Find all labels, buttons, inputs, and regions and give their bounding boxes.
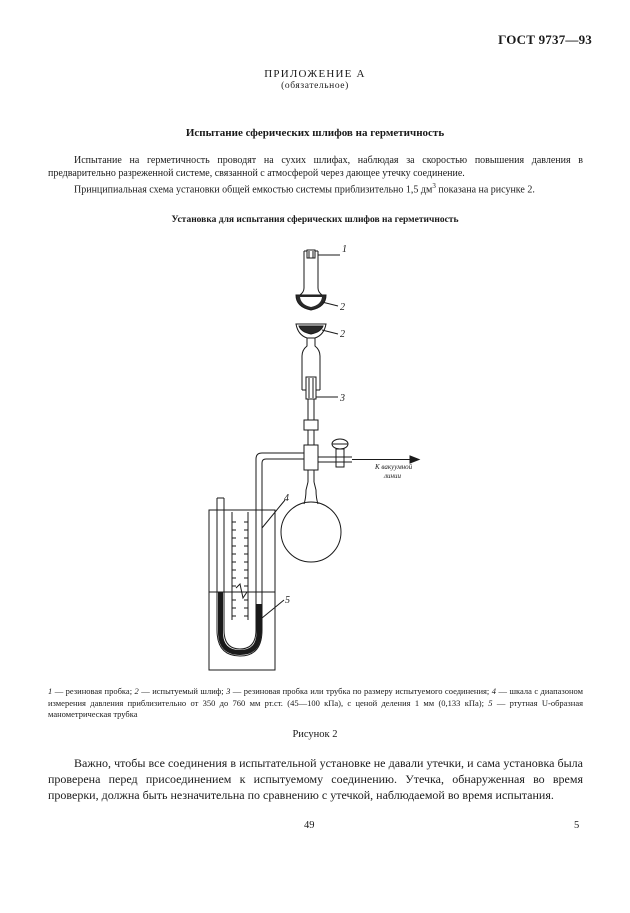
figure-legend — [48, 686, 583, 721]
section-title: Испытание сферических шлифов на герметичность — [185, 127, 445, 139]
legend-text-1: — резиновая пробка; — [52, 686, 135, 696]
vacuum-label-line1: К вакуумной — [375, 463, 413, 471]
legend-text-2: — испытуемый шлиф; — [138, 686, 227, 696]
legend-num-2: 2 — [134, 686, 139, 696]
label-4: 4 — [284, 493, 289, 504]
manometer-box — [209, 510, 275, 670]
legend-text-3: — резиновая пробка или трубка по размеру испытуемого соединения; — [230, 686, 492, 696]
paragraph-1: Испытание на герметичность проводят на сухих шлифах, наблюдая за скоростью повышения давления в предварительно разреженной системе, связанной с атмосферой через дающее утечку соединение. — [48, 155, 583, 179]
legend-num-3: 3 — [226, 686, 231, 696]
paragraph-2-text: Принципиальная схема установки общей емкостью системы приблизительно 1,5 дм — [74, 184, 433, 196]
legend-num-1: 1 — [48, 686, 53, 696]
paragraph-2-tail: показана на рисунке 2. — [435, 184, 535, 196]
vacuum-arrow — [352, 456, 419, 463]
label-3: 3 — [340, 393, 345, 404]
page-number-right: 5 — [574, 820, 580, 831]
vacuum-label-line2: линии — [384, 472, 402, 480]
leader-lines — [262, 255, 340, 618]
top-tube — [300, 250, 322, 295]
figure-title: Установка для испытания сферических шлифов на герметичность — [171, 215, 459, 225]
side-tube — [256, 453, 304, 596]
upper-ground-joint — [296, 295, 326, 310]
legend-text-5: — ртутная U-образная манометрическая трубка — [48, 697, 584, 719]
paragraph-2-superscript: 3 — [432, 182, 436, 190]
annex-subtitle: (обязательное) — [281, 81, 349, 91]
legend-num-4: 4 — [491, 686, 497, 696]
body-paragraph: Важно, чтобы все соединения в испытательной установке не давали утечки, и сама установка была проверена перед присоединением к испытуемому соединению. Утечка, обнаруженная во время проверки, должна быть незначительна по сравнению с утечкой, наблюдаемой во время испытания. — [48, 756, 583, 802]
page-number-center: 49 — [304, 820, 315, 831]
label-1: 1 — [342, 244, 347, 255]
label-2-lower: 2 — [340, 329, 345, 340]
round-flask — [281, 482, 341, 562]
stopcock — [318, 439, 352, 467]
figure-caption: Рисунок 2 — [292, 729, 338, 740]
u-tube — [217, 498, 262, 656]
middle-tube — [302, 338, 320, 399]
narrow-tube — [304, 399, 318, 482]
legend-num-5: 5 — [488, 697, 493, 708]
standard-number: ГОСТ 9737—93 — [498, 32, 592, 47]
lower-ground-joint — [296, 324, 326, 338]
annex-title: ПРИЛОЖЕНИЕ А — [264, 68, 366, 80]
label-2-upper: 2 — [340, 302, 345, 313]
legend-text-4: — шкала с диапазоном измерения давления приблизительно от 350 до 760 мм рт.ст. (45—100 кПа), с ценой деления 1 мм (0,133 кПа); — [48, 686, 583, 708]
label-5: 5 — [285, 595, 290, 606]
